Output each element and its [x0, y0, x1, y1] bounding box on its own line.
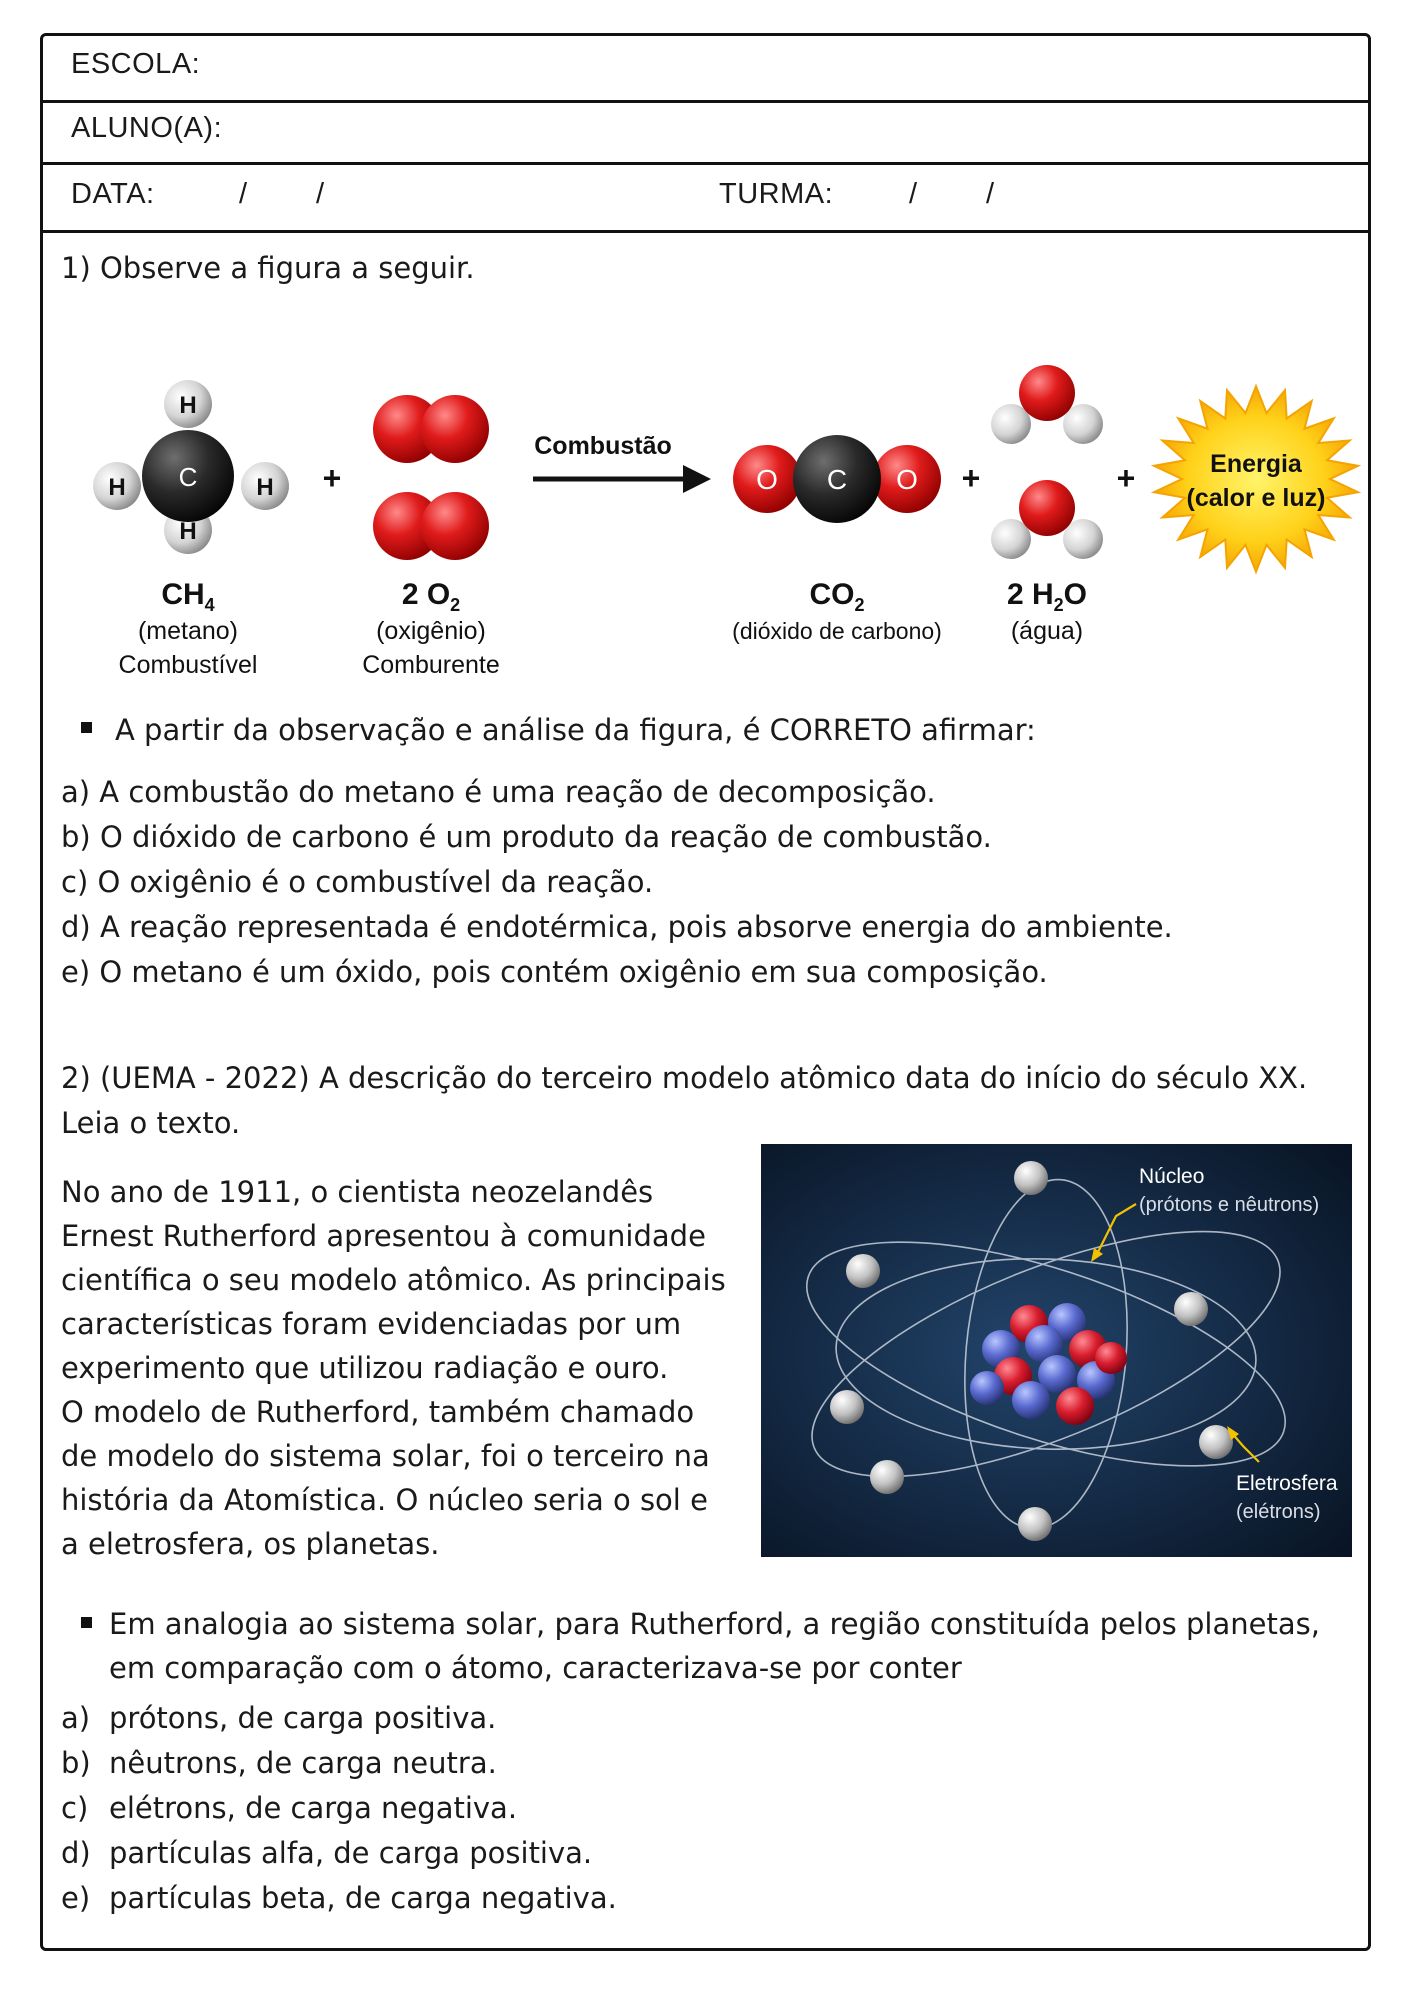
worksheet: [40, 33, 1371, 1951]
nucleus-label: Núcleo: [1139, 1165, 1205, 1188]
q1-option-d[interactable]: d) A reação representada é endotérmica, pois absorve energia do ambiente.: [61, 910, 1173, 944]
option-letter: b): [61, 1746, 91, 1780]
q2-statement-line1: Em analogia ao sistema solar, para Rutherford, a região constituída pelos planetas,: [109, 1607, 1320, 1641]
text-line: científica o seu modelo atômico. As principais: [61, 1263, 726, 1297]
oxygen-role: Comburente: [362, 651, 500, 679]
water-name: (água): [1010, 617, 1084, 645]
option-letter: a): [61, 1701, 91, 1735]
q1-option-a[interactable]: a) A combustão do metano é uma reação de decomposição.: [61, 775, 936, 809]
text-line: experimento que utilizou radiação e ouro.: [61, 1351, 669, 1385]
option-letter: e): [61, 1881, 91, 1915]
q1-option-e[interactable]: e) O metano é um óxido, pois contém oxigênio em sua composição.: [61, 955, 1048, 989]
energy-burst-icon: [1154, 386, 1358, 571]
o-atom-label: O: [896, 464, 918, 495]
h-atom-label: H: [256, 474, 274, 501]
arrow-head-icon: [683, 465, 711, 493]
date-class-row[interactable]: [43, 162, 1368, 233]
rutherford-atom-image: [761, 1144, 1352, 1557]
co2-formula: $CO_2$: [809, 578, 865, 615]
option-letter: c): [61, 1791, 89, 1825]
methane-molecule: [93, 380, 289, 554]
co2-name: (dióxido de carbono): [732, 618, 942, 644]
text-line: características foram evidenciadas por um: [61, 1307, 682, 1341]
plus-sign: +: [322, 460, 342, 496]
text-line: O modelo de Rutherford, também chamado: [61, 1395, 695, 1429]
methane-name: (metano): [137, 617, 239, 645]
date-label: DATA:: [71, 178, 155, 210]
student-label: ALUNO(A):: [71, 112, 223, 144]
class-label: TURMA:: [719, 178, 834, 210]
energy-sub-label: (calor e luz): [1186, 484, 1326, 512]
date-slashes: / /: [239, 178, 325, 210]
option-text: nêutrons, de carga neutra.: [109, 1746, 497, 1780]
oxygen-formula: 2 $O_2$: [401, 578, 461, 615]
option-text: elétrons, de carga negativa.: [109, 1791, 518, 1825]
text-line: No ano de 1911, o cientista neozelandês: [61, 1175, 654, 1209]
h-atom-label: H: [108, 474, 126, 501]
methane-role: Combustível: [118, 651, 258, 679]
nucleus-sub-label: (prótons e nêutrons): [1139, 1194, 1320, 1216]
q2-statement-line2: em comparação com o átomo, caracterizava-se por conter: [109, 1651, 962, 1685]
student-row[interactable]: [43, 100, 1368, 165]
option-letter: d): [61, 1836, 91, 1870]
text-line: Ernest Rutherford apresentou à comunidade: [61, 1219, 706, 1253]
school-label: ESCOLA:: [71, 48, 201, 80]
q2-prompt-line2: Leia o texto.: [61, 1106, 241, 1140]
energy-label: Energia: [1210, 450, 1302, 478]
q1-option-b[interactable]: b) O dióxido de carbono é um produto da reação de combustão.: [61, 820, 992, 854]
co2-molecule: [733, 435, 941, 523]
q1-statement: A partir da observação e análise da figura, é CORRETO afirmar:: [115, 713, 1036, 747]
plus-sign: +: [961, 460, 981, 496]
school-row[interactable]: [43, 36, 1368, 103]
shell-label: Eletrosfera: [1236, 1472, 1338, 1495]
q1-option-c[interactable]: c) O oxigênio é o combustível da reação.: [61, 865, 654, 899]
methane-formula: $CH_4$: [161, 578, 215, 615]
shell-sub-label: (elétrons): [1236, 1501, 1321, 1523]
q2-prompt-line1: 2) (UEMA - 2022) A descrição do terceiro modelo atômico data do início do século XX.: [61, 1061, 1308, 1095]
oxygen-molecules: [373, 395, 489, 560]
o-atom-label: O: [756, 464, 778, 495]
option-text: partículas alfa, de carga positiva.: [109, 1836, 593, 1870]
c-atom-label: C: [826, 464, 848, 495]
arrow-label: Combustão: [534, 432, 672, 460]
h-atom-label: H: [179, 392, 197, 419]
oxygen-name: (oxigênio): [376, 617, 486, 645]
option-text: prótons, de carga positiva.: [109, 1701, 497, 1735]
c-atom-label: C: [178, 462, 198, 492]
bullet-icon: [81, 1617, 92, 1628]
combustion-figure: [43, 326, 1368, 696]
bullet-icon: [81, 722, 92, 733]
water-formula: 2 $H_2O$: [1006, 578, 1088, 615]
q1-prompt: 1) Observe a figura a seguir.: [61, 251, 475, 285]
text-line: a eletrosfera, os planetas.: [61, 1527, 440, 1561]
text-line: de modelo do sistema solar, foi o terceiro na: [61, 1439, 710, 1473]
plus-sign: +: [1116, 460, 1136, 496]
class-slashes: / /: [909, 178, 995, 210]
text-line: história da Atomística. O núcleo seria o sol e: [61, 1483, 708, 1517]
option-text: partículas beta, de carga negativa.: [109, 1881, 617, 1915]
water-molecules: [991, 365, 1103, 559]
h-atom-label: H: [179, 518, 197, 545]
